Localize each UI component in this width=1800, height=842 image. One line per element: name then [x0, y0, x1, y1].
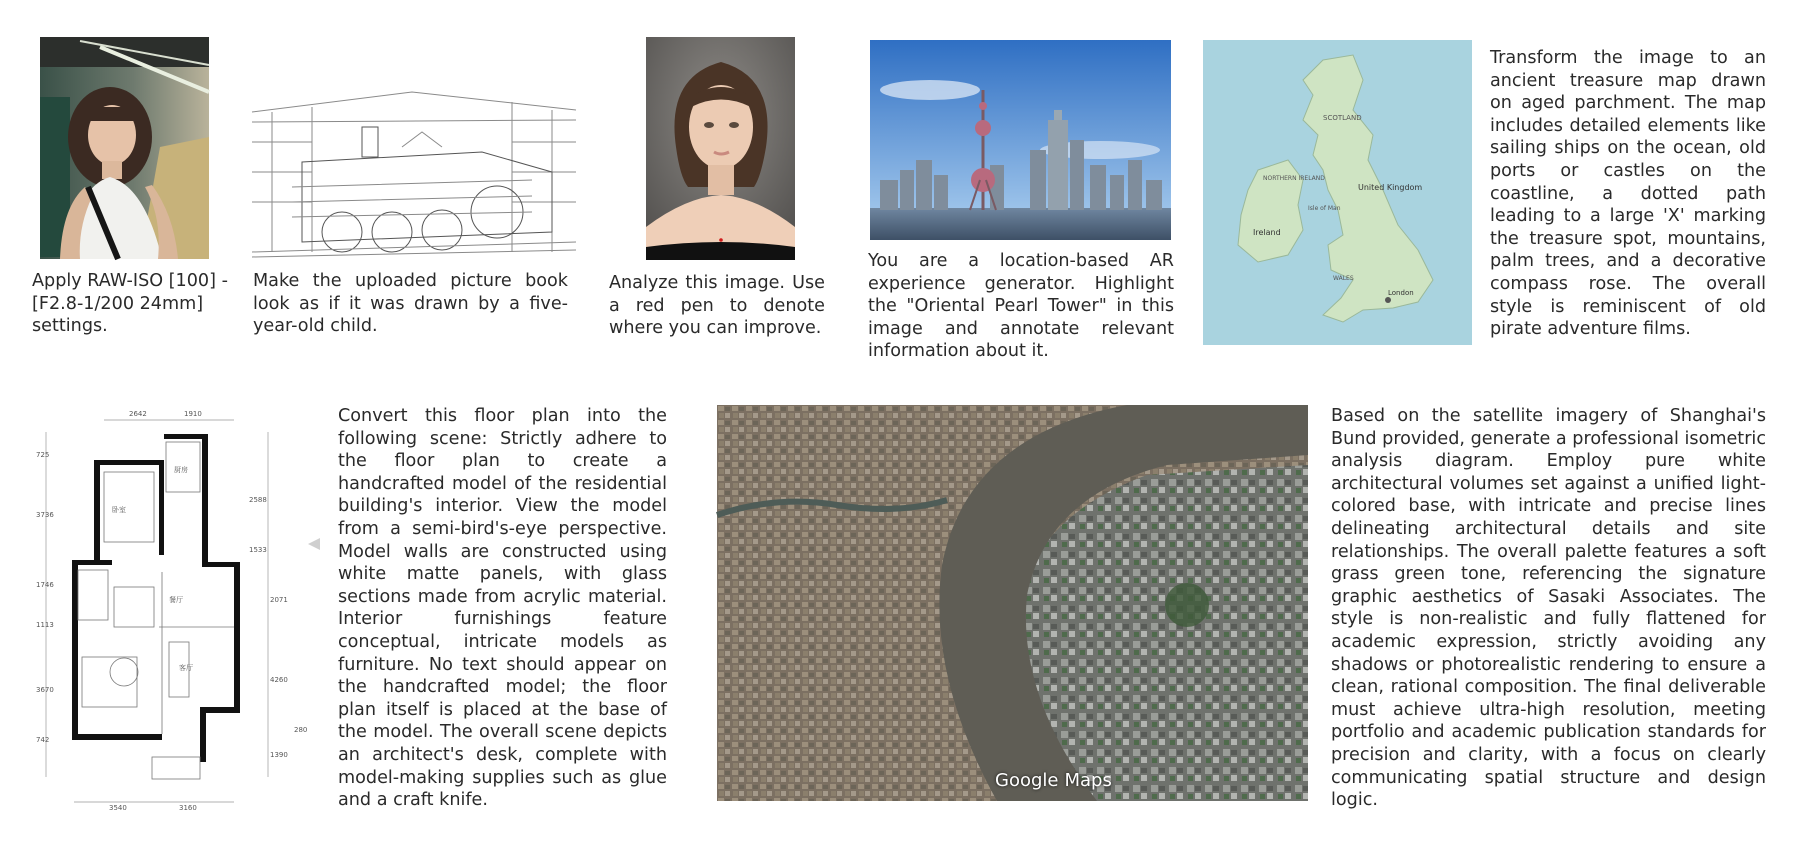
dim-right-3: 2071: [270, 596, 288, 604]
dim-right-5: 1390: [270, 751, 288, 759]
portrait-photo: [646, 37, 795, 260]
map-label-scotland: SCOTLAND: [1323, 114, 1362, 122]
caption-five-year-old: Make the uploaded picture book look as if it was drawn by a five-year-old child.: [253, 271, 568, 337]
dim-left-6: 742: [36, 736, 50, 744]
caption-raw-iso: Apply RAW-ISO [100] - [F2.8-1/200 24mm] settings.: [32, 271, 228, 337]
room-label-kitchen-left: 卧室: [112, 506, 126, 514]
dim-bottom-1: 3540: [109, 804, 127, 812]
map-label-northern-ireland: NORTHERN IRELAND: [1263, 175, 1325, 182]
caption-treasure-map: Transform the image to an ancient treasure map drawn on aged parchment. The map includes detailed elements like sailing ships on the ocean, old ports or castles on the coastline, a dotted path leading to a large 'X' marking the treasure spot, mountains, palm trees, and a decorative compass rose. The overall style is reminiscent of old pirate adventure films.: [1490, 48, 1766, 340]
dim-inner-right: 280: [294, 726, 308, 734]
google-logo-text: Google: [995, 770, 1059, 791]
map-label-london: London: [1388, 289, 1414, 297]
maps-logo-text: Maps: [1064, 770, 1112, 791]
map-label-ireland: Ireland: [1253, 228, 1281, 237]
dim-left-1: 725: [36, 451, 50, 459]
room-label-kitchen: 厨房: [174, 466, 188, 474]
map-label-isle-of-man: Isle of Man: [1308, 205, 1341, 212]
triangle-marker-icon: [308, 538, 320, 550]
train-sketch-illustration: [252, 92, 576, 260]
bund-satellite-image: [717, 405, 1308, 801]
caption-red-pen: Analyze this image. Use a red pen to denote where you can improve.: [609, 273, 825, 339]
caption-ar-tower: You are a location-based AR experience generator. Highlight the "Oriental Pearl Tower" in this image and annotate relevant information about it.: [868, 251, 1174, 362]
dim-left-4: 1113: [36, 621, 54, 629]
room-label-living: 客厅: [179, 664, 193, 672]
dim-top-1: 2642: [129, 410, 147, 418]
caption-floor-plan: Convert this floor plan into the following scene: Strictly adhere to the floor plan to create a handcrafted model of the residential building's interior. View the model from a semi-bird's-eye perspective. Model walls are constructed using white matte panels, with glass sections made from acrylic material. Interior furnishings feature conceptual, intricate models as furniture. No text should appear on the handcrafted model; the floor plan itself is placed at the base of the model. The overall scene depicts an architect's desk, complete with model-making supplies such as glue and a craft knife.: [338, 406, 667, 811]
dim-left-5: 3670: [36, 686, 54, 694]
map-label-united-kingdom: United Kingdom: [1358, 183, 1423, 192]
dim-left-2: 3736: [36, 511, 54, 519]
dim-right-2: 1533: [249, 546, 267, 554]
dim-right-4: 4260: [270, 676, 288, 684]
uk-map: [1203, 40, 1472, 345]
room-label-dining: 餐厅: [169, 596, 183, 604]
map-label-wales: WALES: [1333, 275, 1354, 282]
subway-selfie-photo: [40, 37, 209, 259]
caption-bund: Based on the satellite imagery of Shanghai's Bund provided, generate a professional isometric analysis diagram. Employ pure white architectural volumes set against a unified light-colored base, with intricate and precise lines delineating architectural details and site relationships. The overall palette features a soft grass green tone, referencing the signature graphic aesthetics of Sasaki Associates. The style is non-realistic and fully flattened for academic expression, strictly avoiding any shadows or photorealistic rendering to ensure a clean, rational composition. The final deliverable must achieve ultra-high resolution, meeting portfolio and academic publication standards for precision and clarity, with a focus on clearly communicating spatial structure and design logic.: [1331, 406, 1766, 811]
dim-top-2: 1910: [184, 410, 202, 418]
dim-left-3: 1746: [36, 581, 54, 589]
dim-right-1: 2588: [249, 496, 267, 504]
shanghai-skyline-photo: [870, 40, 1171, 240]
google-maps-logo: [995, 770, 1112, 791]
dim-bottom-2: 3160: [179, 804, 197, 812]
floor-plan-drawing: [34, 410, 308, 812]
